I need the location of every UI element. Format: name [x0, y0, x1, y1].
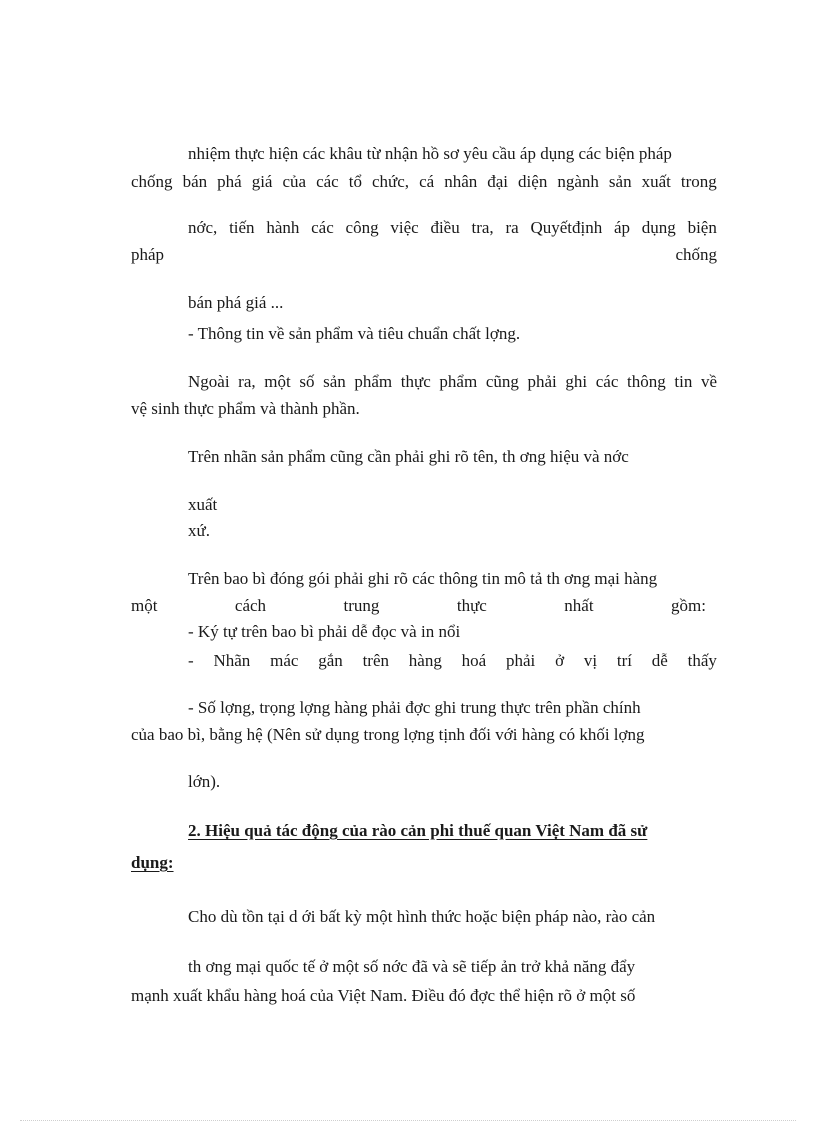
word: áp — [613, 218, 631, 237]
word: tiến — [229, 218, 255, 237]
word: chống — [131, 172, 173, 191]
word: thực — [456, 596, 487, 615]
word: Nhãn — [213, 651, 251, 670]
word: ra — [505, 218, 519, 237]
text-line-3 — [188, 217, 717, 239]
text-line-16: - Số lợng, trọng lợng hàng phải đợc ghi trung thực trên phần chính — [188, 698, 641, 717]
word: thông — [627, 372, 666, 391]
word: ở — [555, 651, 565, 670]
word: các — [595, 372, 619, 391]
word: nhất — [564, 596, 594, 615]
text-line-14: - Ký tự trên bao bì phải dễ đọc và in nổi — [188, 622, 461, 641]
section-heading-line-2: dụng: — [131, 853, 174, 872]
section-heading-line-1: 2. Hiệu quả tác động của rào cản phi thuế quan Việt Nam đã sử — [188, 821, 648, 840]
word: cách — [234, 596, 267, 615]
text-line-5: bán phá giá ... — [188, 293, 284, 312]
word: về — [700, 372, 717, 391]
word: cũng — [485, 372, 519, 391]
word: tra, — [471, 218, 494, 237]
word: dễ — [651, 651, 668, 670]
word: tin — [674, 372, 693, 391]
text-line-18: lớn). — [188, 772, 221, 791]
page-bottom-rule — [20, 1120, 796, 1121]
text-line-21: mạnh xuất khẩu hàng hoá của Việt Nam. Điều đó đợc thể hiện rõ ở một số — [131, 986, 636, 1005]
word: phải — [505, 651, 536, 670]
text-line-15 — [188, 650, 717, 672]
word: - — [188, 651, 194, 670]
text-line-9: Trên nhãn sản phẩm cũng cần phải ghi rõ tên, th ơng hiệu và nớc — [188, 447, 629, 466]
word: phải — [527, 372, 557, 391]
word: công — [345, 218, 379, 237]
word: gắn — [318, 651, 343, 670]
word: điều — [430, 218, 460, 237]
word: các — [311, 218, 334, 237]
word: phẩm — [354, 372, 393, 391]
word: ra, — [238, 372, 256, 391]
text-line-10: xuất — [188, 495, 218, 514]
word: một — [264, 372, 291, 391]
word: việc — [390, 218, 419, 237]
word: vị — [583, 651, 598, 670]
word: cá — [419, 172, 435, 191]
word: sản — [608, 172, 632, 191]
word: Quyếtđịnh — [530, 218, 603, 237]
word: tổ — [348, 172, 362, 191]
word: biện — [687, 218, 717, 237]
word: hàng — [408, 651, 442, 670]
word: chức, — [372, 172, 410, 191]
word: Ngoài — [188, 372, 230, 391]
word: gồm: — [671, 596, 706, 615]
text-line-19: Cho dù tồn tại d ới bất kỳ một hình thức hoặc biện pháp nào, rào cản — [188, 907, 656, 926]
word: mác — [270, 651, 299, 670]
word: phá — [217, 172, 242, 191]
text-line-13 — [131, 595, 706, 617]
word: nhân — [444, 172, 478, 191]
word: giá — [251, 172, 273, 191]
word: diện — [518, 172, 548, 191]
word: số — [299, 372, 315, 391]
text-line-20: th ơng mại quốc tế ở một số nớc đã và sẽ tiếp ản trở khả năng đẩy — [188, 957, 636, 976]
word: trí — [616, 651, 632, 670]
text-line-8: vệ sinh thực phẩm và thành phần. — [131, 399, 360, 418]
word: trong — [680, 172, 717, 191]
text-line-1: nhiệm thực hiện các khâu từ nhận hồ sơ yêu cầu áp dụng các biện pháp — [188, 144, 672, 163]
word: bán — [182, 172, 208, 191]
word: hoá — [461, 651, 487, 670]
word: nớc, — [188, 218, 218, 237]
word: thấy — [687, 651, 717, 670]
word: pháp — [131, 245, 165, 264]
word: một — [131, 596, 158, 615]
word: phẩm — [439, 372, 478, 391]
word: xuất — [641, 172, 671, 191]
text-line-7 — [188, 371, 717, 393]
word: trung — [343, 596, 380, 615]
word: dụng — [641, 218, 676, 237]
text-line-17: của bao bì, bằng hệ (Nên sử dụng trong lợng tịnh đối với hàng có khối lợng — [131, 725, 645, 744]
text-line-2 — [131, 171, 717, 193]
word: ngành — [557, 172, 599, 191]
word: trên — [362, 651, 389, 670]
word: sản — [323, 372, 346, 391]
word: các — [316, 172, 339, 191]
word: chống — [675, 245, 717, 264]
word: thực — [400, 372, 431, 391]
word: hành — [266, 218, 300, 237]
text-line-11: xứ. — [188, 521, 210, 540]
text-line-4 — [131, 244, 717, 266]
text-line-6: - Thông tin về sản phẩm và tiêu chuẩn chất lợng. — [188, 324, 521, 343]
word: của — [282, 172, 307, 191]
text-line-12: Trên bao bì đóng gói phải ghi rõ các thông tin mô tả th ơng mại hàng — [188, 569, 658, 588]
word: đại — [487, 172, 509, 191]
word: ghi — [565, 372, 588, 391]
